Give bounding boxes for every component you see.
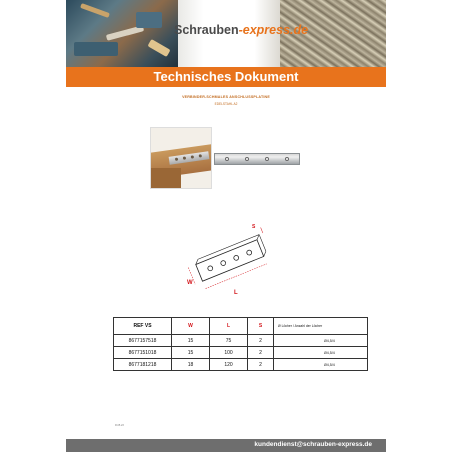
product-material: EDELSTAHL A2 [214,102,238,106]
technical-drawing [184,214,274,304]
document-page [66,0,386,452]
spec-table [113,317,368,371]
cell-holes: Ø4,5/4 [274,347,368,359]
document-title: Technisches Dokument [153,69,299,84]
drawing-label-s: S [252,224,256,230]
document-title-bar [66,67,386,87]
cell-s: 2 [248,335,274,347]
cell-holes: Ø4,5/4 [274,335,368,347]
brand-logo-main: Schrauben [174,23,239,37]
cell-holes: Ø4,5/4 [274,359,368,371]
cell-w: 15 [172,347,210,359]
header-banner [66,0,386,67]
product-photo-plate [214,153,300,165]
cell-l: 75 [210,335,248,347]
header-photo-tools [66,0,178,67]
document-revision: R.05.23 [115,424,124,427]
col-header-s: S [248,318,274,335]
table-row [114,335,368,347]
product-name: VERBINDER-SCHMALES ANSCHLUSSPLATINE [182,95,270,99]
cell-s: 2 [248,347,274,359]
cell-s: 2 [248,359,274,371]
col-header-w: W [172,318,210,335]
brand-logo[interactable] [174,23,309,37]
col-header-ref: REF VS [114,318,172,335]
spec-table-header [114,318,368,335]
cell-l: 120 [210,359,248,371]
brand-logo-accent: -express.de [238,23,309,37]
product-photo-installed [150,127,212,189]
cell-l: 100 [210,347,248,359]
col-header-holes: Ø Löcher / Anzahl der Löcher [274,318,368,335]
footer-email-link[interactable]: kundendienst@schrauben-express.de [254,441,372,448]
cell-ref: 8677181218 [114,359,172,371]
cell-w: 15 [172,335,210,347]
cell-ref: 8677151018 [114,347,172,359]
col-header-l: L [210,318,248,335]
footer-bar [66,439,386,452]
drawing-plate-outline [196,240,264,281]
drawing-label-w: W [187,280,193,286]
cell-ref: 8677157518 [114,335,172,347]
cell-w: 18 [172,359,210,371]
table-row [114,347,368,359]
table-row [114,359,368,371]
drawing-label-l: L [234,290,238,296]
